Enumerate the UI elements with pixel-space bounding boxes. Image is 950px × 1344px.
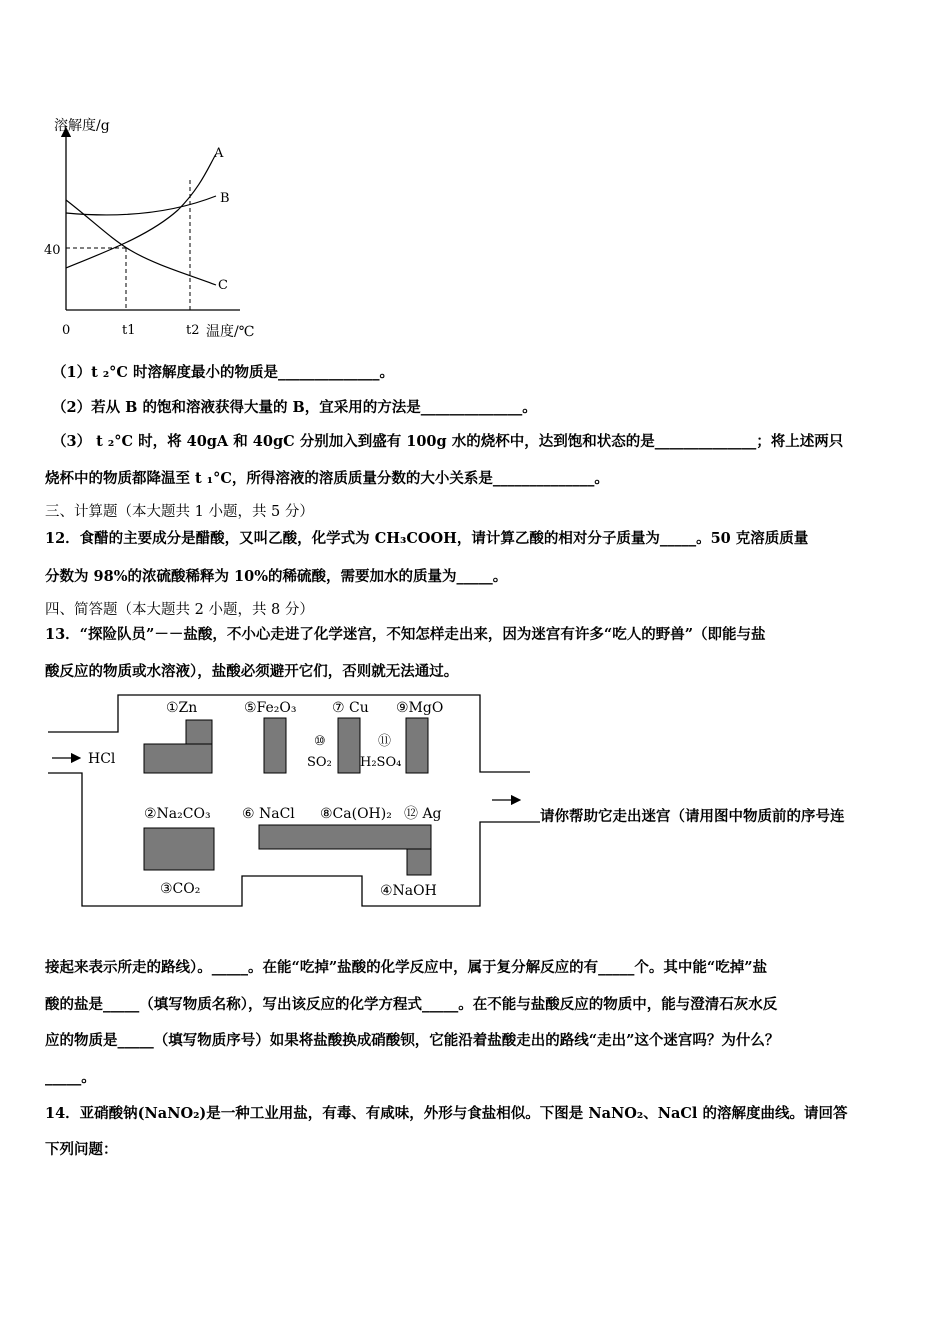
q13-line5: 应的物质是_____（填写物质序号）如果将盐酸换成硝酸钡，它能沿着盐酸走出的路线“走出”这个迷宫吗？为什么？: [45, 1032, 780, 1049]
q12-line2: 分数为 98%的浓硫酸稀释为 10%的稀硫酸，需要加水的质量为_____。: [45, 568, 508, 585]
curve-b: [66, 196, 216, 215]
label-fe2o3: ⑤Fe₂O₃: [244, 700, 297, 716]
block-naoh: [407, 849, 431, 875]
label-so2: SO₂: [307, 755, 332, 770]
block-zn-base: [144, 744, 212, 773]
q11-part2: （2）若从 B 的饱和溶液获得大量的 B，宜采用的方法是______________。: [52, 399, 537, 416]
label-h2so4-num: ⑪: [378, 734, 392, 749]
block-zn-top: [186, 720, 212, 744]
label-caoh2: ⑧Ca(OH)₂: [320, 806, 392, 822]
x-tick-t1: t1: [122, 323, 136, 338]
block-nacl-caoh2: [259, 825, 431, 849]
q13-line4: 酸的盐是_____（填写物质名称），写出该反应的化学方程式_____。在不能与盐酸反应的物质中，能与澄清石灰水反: [45, 996, 778, 1013]
entry-label: HCl: [88, 751, 116, 767]
q11-part3-line2: 烧杯中的物质都降温至 t ₁°C，所得溶液的溶质质量分数的大小关系是______________。: [45, 470, 609, 487]
q11-part3-line1: （3） t ₂°C 时，将 40gA 和 40gC 分别加入到盛有 100g 水的烧杯中，达到饱和状态的是______________；将上述两只: [52, 433, 844, 450]
q13-beside-maze: 请你帮助它走出迷宫（请用图中物质前的序号连: [540, 808, 845, 825]
block-fe2o3: [264, 718, 286, 773]
section3-heading: 三、计算题（本大题共 1 小题，共 5 分）: [45, 504, 314, 520]
q12-line1: 12．食醋的主要成分是醋酸，又叫乙酸，化学式为 CH₃COOH，请计算乙酸的相对分子质量为_____。50 克溶质质量: [45, 530, 809, 547]
q14-line2: 下列问题：: [45, 1141, 118, 1158]
block-mgo: [406, 718, 428, 773]
solubility-graph: [40, 110, 280, 345]
label-na2co3: ②Na₂CO₃: [144, 806, 211, 822]
q14-line1: 14．亚硝酸钠(NaNO₂)是一种工业用盐，有毒、有咸味，外形与食盐相似。下图是 NaNO₂、NaCl 的溶解度曲线。请回答: [45, 1105, 848, 1122]
label-naoh: ④NaOH: [380, 883, 437, 899]
y-tick-40: 40: [44, 243, 61, 258]
q11-part1: （1）t ₂°C 时溶解度最小的物质是______________。: [52, 364, 395, 381]
label-co2: ③CO₂: [160, 881, 201, 897]
x-tick-t2: t2: [186, 323, 200, 338]
label-h2so4: H₂SO₄: [360, 755, 402, 770]
block-na2co3: [144, 828, 214, 870]
curve-a-label: A: [214, 146, 224, 161]
q13-line6: _____。: [45, 1069, 96, 1086]
y-axis-label: 溶解度/g: [54, 118, 110, 134]
section4-heading: 四、简答题（本大题共 2 小题，共 8 分）: [45, 602, 314, 618]
q13-line2: 酸反应的物质或水溶液），盐酸必须避开它们，否则就无法通过。: [45, 663, 459, 680]
curve-a: [66, 154, 216, 268]
label-cu: ⑦ Cu: [332, 700, 369, 716]
chemistry-maze: [40, 690, 540, 915]
origin-label: 0: [62, 323, 71, 338]
block-cu: [338, 718, 360, 773]
label-mgo: ⑨MgO: [396, 700, 444, 716]
label-zn: ①Zn: [166, 700, 198, 716]
curve-b-label: B: [220, 191, 230, 206]
label-so2-num: ⑩: [314, 734, 326, 749]
x-axis-label: 温度/℃: [206, 324, 255, 340]
q13-line3: 接起来表示所走的路线）。_____。在能“吃掉”盐酸的化学反应中，属于复分解反应的有_____个。其中能“吃掉”盐: [45, 959, 768, 976]
maze-walls: [48, 695, 540, 906]
label-nacl: ⑥ NaCl: [242, 806, 295, 822]
label-ag: ⑫ Ag: [404, 806, 442, 822]
curve-c-label: C: [218, 278, 228, 293]
q13-line1: 13．“探险队员”－－盐酸，不小心走进了化学迷宫，不知怎样走出来，因为迷宫有许多“吃人的野兽”（即能与盐: [45, 626, 766, 643]
